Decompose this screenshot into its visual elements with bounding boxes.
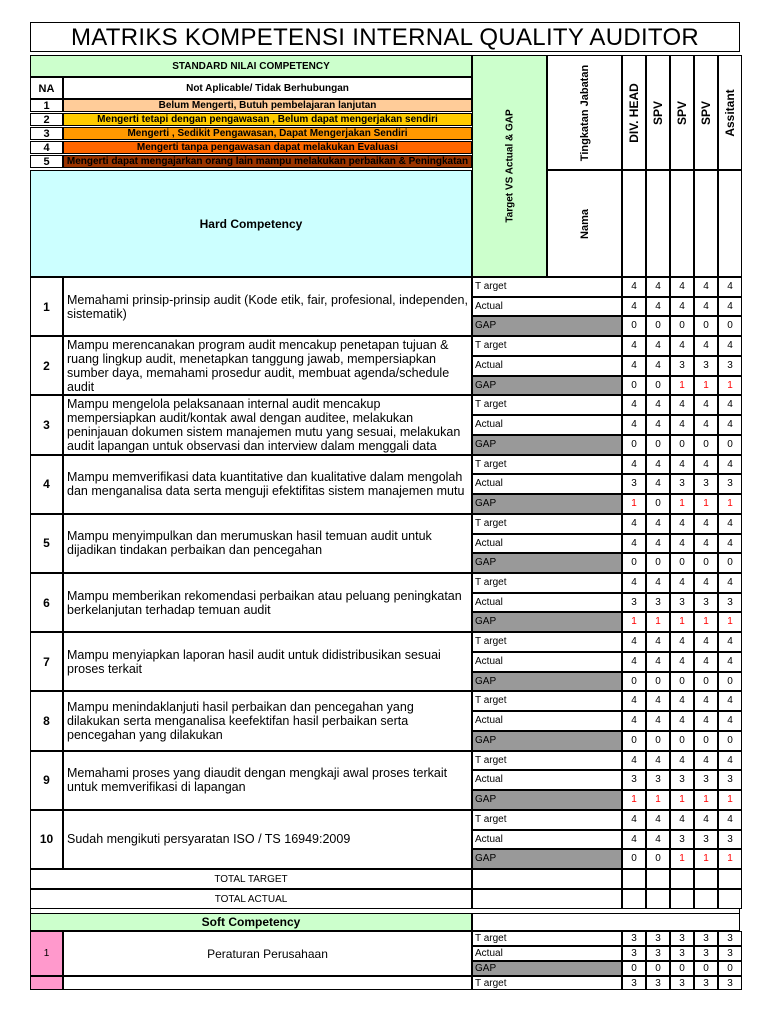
soft-value-target: 3 xyxy=(622,931,646,946)
value-gap: 1 xyxy=(670,849,694,869)
position-header xyxy=(646,55,670,170)
value-target: 4 xyxy=(694,751,718,771)
position-label: Assitant xyxy=(723,88,737,137)
value-actual: 4 xyxy=(670,297,694,317)
row-label-gap: GAP xyxy=(472,553,622,573)
value-actual: 4 xyxy=(646,415,670,435)
level-description: Mengerti tanpa pengawasan dapat melakukan Evaluasi xyxy=(63,141,472,154)
hard-item-text: Memahami proses yang diaudit dengan mengkaji awal proses terkait untuk memverifikasi di lapangan xyxy=(67,766,448,795)
hard-item-description xyxy=(63,395,472,454)
soft-value-target: 3 xyxy=(646,976,670,990)
value-gap: 0 xyxy=(646,494,670,514)
value-actual: 4 xyxy=(646,474,670,494)
value-target: 4 xyxy=(622,395,646,415)
value-target: 4 xyxy=(718,810,742,830)
value-gap: 1 xyxy=(718,790,742,810)
value-actual: 3 xyxy=(694,593,718,613)
value-gap: 0 xyxy=(718,316,742,336)
soft-item-number: 1 xyxy=(30,931,63,976)
row-label-actual: Actual xyxy=(472,770,622,790)
value-gap: 1 xyxy=(646,612,670,632)
page-title: MATRIKS KOMPETENSI INTERNAL QUALITY AUDITOR xyxy=(30,22,740,52)
hard-item-description xyxy=(63,514,472,573)
value-actual: 3 xyxy=(718,356,742,376)
position-label: SPV xyxy=(675,100,689,125)
value-gap: 0 xyxy=(694,672,718,692)
hard-item-description xyxy=(63,573,472,632)
hard-item-text: Mampu memberikan rekomendasi perbaikan atau peluang peningkatan berkelanjutan terhadap temuan audit xyxy=(67,588,462,617)
total-actual-value xyxy=(718,889,742,909)
value-actual: 3 xyxy=(622,474,646,494)
soft-value-gap: 0 xyxy=(694,961,718,976)
value-target: 4 xyxy=(670,336,694,356)
tingkatan-jabatan-label: Tingkatan Jabatan xyxy=(578,64,591,161)
value-target: 4 xyxy=(694,573,718,593)
value-gap: 0 xyxy=(670,553,694,573)
soft-value-target: 3 xyxy=(718,976,742,990)
value-gap: 0 xyxy=(646,672,670,692)
soft-value-target: 3 xyxy=(670,976,694,990)
soft-value-actual: 3 xyxy=(670,946,694,961)
value-target: 4 xyxy=(622,455,646,475)
row-label-target: T arget xyxy=(472,455,622,475)
hard-item-number: 10 xyxy=(30,810,63,869)
total-actual-value xyxy=(622,889,646,909)
value-target: 4 xyxy=(670,691,694,711)
hard-item-description xyxy=(63,691,472,750)
soft-item-description: Peraturan Perusahaan xyxy=(63,931,472,976)
value-actual: 4 xyxy=(670,415,694,435)
value-target: 4 xyxy=(694,277,718,297)
target-vs-actual-header xyxy=(472,55,547,277)
value-target: 4 xyxy=(670,455,694,475)
value-target: 4 xyxy=(670,395,694,415)
value-actual: 4 xyxy=(622,297,646,317)
value-actual: 3 xyxy=(670,356,694,376)
value-target: 4 xyxy=(718,691,742,711)
row-label-gap: GAP xyxy=(472,316,622,336)
value-actual: 3 xyxy=(718,474,742,494)
value-actual: 4 xyxy=(694,711,718,731)
row-label-gap: GAP xyxy=(472,731,622,751)
value-gap: 1 xyxy=(670,790,694,810)
value-gap: 1 xyxy=(694,494,718,514)
value-gap: 0 xyxy=(646,849,670,869)
level-number: 3 xyxy=(30,127,63,140)
total-target-value xyxy=(646,869,670,889)
value-gap: 0 xyxy=(622,672,646,692)
value-gap: 1 xyxy=(622,790,646,810)
row-label-actual: Actual xyxy=(472,830,622,850)
value-actual: 3 xyxy=(694,830,718,850)
soft-value-target: 3 xyxy=(718,931,742,946)
soft-row-label-target: T arget xyxy=(472,976,622,990)
value-target: 4 xyxy=(670,514,694,534)
hard-item-text: Mampu mengelola pelaksanaan internal audit mencakup mempersiapkan audit/kontak awal dengan auditee, melakukan peninjauan dokumen sistem manajemen mutu yang sesuai, melakukan audit lapangan untuk observasi dan interview dalam menggali data xyxy=(67,396,461,453)
value-target: 4 xyxy=(694,632,718,652)
value-target: 4 xyxy=(718,514,742,534)
value-target: 4 xyxy=(694,810,718,830)
na-text: Not Aplicable/ Tidak Berhubungan xyxy=(63,77,472,99)
name-cell xyxy=(670,170,694,277)
nama-header xyxy=(547,170,622,277)
total-actual: TOTAL ACTUAL xyxy=(30,889,472,909)
soft-item-description-partial xyxy=(63,976,472,990)
soft-competency-header: Soft Competency xyxy=(30,913,472,931)
value-gap: 0 xyxy=(646,731,670,751)
level-number: 2 xyxy=(30,113,63,126)
soft-value-actual: 3 xyxy=(694,946,718,961)
row-label-actual: Actual xyxy=(472,534,622,554)
total-target-value xyxy=(718,869,742,889)
soft-row-label-target: T arget xyxy=(472,931,622,946)
total-actual-value xyxy=(646,889,670,909)
row-label-target: T arget xyxy=(472,691,622,711)
value-gap: 1 xyxy=(694,790,718,810)
position-header xyxy=(622,55,646,170)
value-gap: 0 xyxy=(622,316,646,336)
name-cell xyxy=(694,170,718,277)
soft-value-target: 3 xyxy=(646,931,670,946)
level-description: Mengerti , Sedikit Pengawasan, Dapat Mengerjakan Sendiri xyxy=(63,127,472,140)
value-gap: 1 xyxy=(718,376,742,396)
value-actual: 4 xyxy=(694,415,718,435)
total-actual-label-cell xyxy=(472,889,622,909)
value-gap: 1 xyxy=(718,494,742,514)
row-label-gap: GAP xyxy=(472,612,622,632)
level-description: Belum Mengerti, Butuh pembelajaran lanjutan xyxy=(63,99,472,112)
value-target: 4 xyxy=(646,514,670,534)
hard-item-text: Memahami prinsip-prinsip audit (Kode etik, fair, profesional, independen, sistematik) xyxy=(67,292,468,321)
soft-value-target: 3 xyxy=(670,931,694,946)
value-target: 4 xyxy=(646,573,670,593)
hard-item-description xyxy=(63,751,472,810)
row-label-target: T arget xyxy=(472,751,622,771)
hard-item-number: 2 xyxy=(30,336,63,395)
value-target: 4 xyxy=(646,277,670,297)
value-actual: 3 xyxy=(622,770,646,790)
value-actual: 4 xyxy=(694,297,718,317)
row-label-target: T arget xyxy=(472,514,622,534)
value-gap: 0 xyxy=(622,849,646,869)
value-actual: 3 xyxy=(694,474,718,494)
value-gap: 1 xyxy=(694,376,718,396)
value-target: 4 xyxy=(646,751,670,771)
value-actual: 3 xyxy=(670,770,694,790)
value-target: 4 xyxy=(646,691,670,711)
hard-item-text: Mampu menyimpulkan dan merumuskan hasil temuan audit untuk dijadikan tindakan perbaikan dan pencegahan xyxy=(67,529,432,558)
value-gap: 0 xyxy=(694,316,718,336)
position-label: SPV xyxy=(699,100,713,125)
value-target: 4 xyxy=(718,336,742,356)
level-description: Mengerti dapat mengajarkan orang lain mampu melakukan perbaikan & Peningkatan xyxy=(63,155,472,168)
value-actual: 3 xyxy=(718,593,742,613)
value-gap: 0 xyxy=(718,553,742,573)
value-target: 4 xyxy=(622,514,646,534)
hard-item-text: Mampu menyiapkan laporan hasil audit untuk didistribusikan sesuai proses terkait xyxy=(67,647,441,676)
row-label-gap: GAP xyxy=(472,672,622,692)
total-actual-value xyxy=(670,889,694,909)
soft-value-gap: 0 xyxy=(670,961,694,976)
hard-item-number: 9 xyxy=(30,751,63,810)
value-gap: 0 xyxy=(670,672,694,692)
value-target: 4 xyxy=(646,632,670,652)
soft-value-gap: 0 xyxy=(646,961,670,976)
value-target: 4 xyxy=(622,691,646,711)
row-label-target: T arget xyxy=(472,336,622,356)
value-target: 4 xyxy=(718,632,742,652)
value-gap: 1 xyxy=(718,849,742,869)
value-target: 4 xyxy=(622,277,646,297)
hard-item-description xyxy=(63,336,472,395)
value-target: 4 xyxy=(718,277,742,297)
value-gap: 1 xyxy=(670,494,694,514)
value-gap: 0 xyxy=(646,376,670,396)
value-target: 4 xyxy=(622,810,646,830)
level-description: Mengerti tetapi dengan pengawasan , Belum dapat mengerjakan sendiri xyxy=(63,113,472,126)
value-target: 4 xyxy=(718,395,742,415)
position-label: SPV xyxy=(651,100,665,125)
value-actual: 3 xyxy=(670,830,694,850)
value-gap: 0 xyxy=(670,731,694,751)
value-actual: 4 xyxy=(718,534,742,554)
soft-header-right xyxy=(472,913,740,931)
row-label-target: T arget xyxy=(472,277,622,297)
value-target: 4 xyxy=(694,691,718,711)
row-label-actual: Actual xyxy=(472,593,622,613)
position-header xyxy=(694,55,718,170)
value-gap: 0 xyxy=(694,553,718,573)
row-label-target: T arget xyxy=(472,810,622,830)
name-cell xyxy=(718,170,742,277)
na-label: NA xyxy=(30,77,63,99)
value-actual: 4 xyxy=(718,415,742,435)
hard-item-description xyxy=(63,277,472,336)
value-gap: 1 xyxy=(694,849,718,869)
value-target: 4 xyxy=(646,455,670,475)
hard-item-text: Sudah mengikuti persyaratan ISO / TS 16949:2009 xyxy=(67,832,351,847)
value-target: 4 xyxy=(694,514,718,534)
value-gap: 1 xyxy=(670,612,694,632)
row-label-gap: GAP xyxy=(472,494,622,514)
value-gap: 0 xyxy=(622,553,646,573)
value-gap: 1 xyxy=(646,790,670,810)
value-target: 4 xyxy=(670,277,694,297)
value-gap: 1 xyxy=(694,612,718,632)
row-label-gap: GAP xyxy=(472,435,622,455)
position-label: DIV. HEAD xyxy=(627,82,641,143)
value-target: 4 xyxy=(694,336,718,356)
value-target: 4 xyxy=(694,395,718,415)
row-label-actual: Actual xyxy=(472,474,622,494)
hard-item-number: 7 xyxy=(30,632,63,691)
value-target: 4 xyxy=(646,810,670,830)
value-target: 4 xyxy=(622,336,646,356)
soft-value-target: 3 xyxy=(694,976,718,990)
value-actual: 4 xyxy=(718,297,742,317)
total-actual-value xyxy=(694,889,718,909)
value-actual: 4 xyxy=(718,711,742,731)
value-actual: 4 xyxy=(622,830,646,850)
row-label-target: T arget xyxy=(472,395,622,415)
value-target: 4 xyxy=(622,632,646,652)
hard-item-number: 1 xyxy=(30,277,63,336)
value-gap: 1 xyxy=(718,612,742,632)
value-gap: 0 xyxy=(646,553,670,573)
hard-item-number: 8 xyxy=(30,691,63,750)
soft-value-actual: 3 xyxy=(718,946,742,961)
value-actual: 4 xyxy=(622,415,646,435)
row-label-actual: Actual xyxy=(472,297,622,317)
value-actual: 4 xyxy=(646,297,670,317)
total-target-label-cell xyxy=(472,869,622,889)
value-gap: 1 xyxy=(670,376,694,396)
row-label-actual: Actual xyxy=(472,356,622,376)
value-actual: 4 xyxy=(718,652,742,672)
level-number: 4 xyxy=(30,141,63,154)
standard-header: STANDARD NILAI COMPETENCY xyxy=(30,55,472,77)
level-number: 1 xyxy=(30,99,63,112)
soft-value-gap: 0 xyxy=(622,961,646,976)
hard-item-description xyxy=(63,455,472,514)
value-target: 4 xyxy=(670,632,694,652)
value-actual: 4 xyxy=(622,356,646,376)
hard-item-text: Mampu merencanakan program audit mencakup penetapan tujuan & ruang lingkup audit, menetapkan tanggung jawab, mempersiapkan sumber daya, memahami prosedur audit, membuat agenda/schedule audit xyxy=(67,337,450,394)
value-actual: 4 xyxy=(622,652,646,672)
value-target: 4 xyxy=(670,751,694,771)
row-label-gap: GAP xyxy=(472,849,622,869)
tingkatan-jabatan-header xyxy=(547,55,622,170)
value-actual: 4 xyxy=(670,652,694,672)
row-label-gap: GAP xyxy=(472,790,622,810)
value-actual: 3 xyxy=(646,593,670,613)
value-actual: 3 xyxy=(718,770,742,790)
value-target: 4 xyxy=(718,455,742,475)
value-target: 4 xyxy=(646,336,670,356)
value-gap: 1 xyxy=(622,494,646,514)
level-number: 5 xyxy=(30,155,63,168)
value-actual: 3 xyxy=(670,593,694,613)
value-actual: 4 xyxy=(694,652,718,672)
soft-value-actual: 3 xyxy=(646,946,670,961)
value-target: 4 xyxy=(622,751,646,771)
value-gap: 0 xyxy=(718,731,742,751)
value-target: 4 xyxy=(694,455,718,475)
soft-item-number-partial xyxy=(30,976,63,990)
value-target: 4 xyxy=(622,573,646,593)
value-actual: 4 xyxy=(694,534,718,554)
hard-item-text: Mampu menindaklanjuti hasil perbaikan dan pencegahan yang dilakukan serta menganalisa keefektifan hasil perbaikan serta pencegahan yang dilakukan xyxy=(67,699,414,742)
name-cell xyxy=(622,170,646,277)
value-target: 4 xyxy=(646,395,670,415)
value-actual: 4 xyxy=(646,356,670,376)
value-gap: 0 xyxy=(694,435,718,455)
value-actual: 3 xyxy=(694,770,718,790)
hard-item-description xyxy=(63,810,472,869)
hard-item-number: 4 xyxy=(30,455,63,514)
hard-item-description xyxy=(63,632,472,691)
value-actual: 3 xyxy=(646,770,670,790)
value-actual: 3 xyxy=(622,593,646,613)
value-gap: 0 xyxy=(622,376,646,396)
value-actual: 3 xyxy=(670,474,694,494)
nama-label: Nama xyxy=(578,208,591,239)
value-actual: 4 xyxy=(622,534,646,554)
value-actual: 4 xyxy=(646,711,670,731)
value-gap: 0 xyxy=(622,435,646,455)
soft-value-actual: 3 xyxy=(622,946,646,961)
total-target-value xyxy=(622,869,646,889)
value-gap: 0 xyxy=(670,316,694,336)
value-target: 4 xyxy=(718,573,742,593)
soft-row-label-actual: Actual xyxy=(472,946,622,961)
row-label-target: T arget xyxy=(472,632,622,652)
soft-row-label-gap: GAP xyxy=(472,961,622,976)
value-gap: 0 xyxy=(694,731,718,751)
value-gap: 0 xyxy=(622,731,646,751)
value-actual: 4 xyxy=(670,711,694,731)
value-target: 4 xyxy=(670,810,694,830)
value-actual: 4 xyxy=(622,711,646,731)
value-actual: 4 xyxy=(646,652,670,672)
row-label-target: T arget xyxy=(472,573,622,593)
value-actual: 4 xyxy=(646,830,670,850)
row-label-actual: Actual xyxy=(472,711,622,731)
position-header xyxy=(670,55,694,170)
name-cell xyxy=(646,170,670,277)
value-gap: 0 xyxy=(718,672,742,692)
position-header xyxy=(718,55,742,170)
hard-item-number: 3 xyxy=(30,395,63,454)
hard-competency-header: Hard Competency xyxy=(30,170,472,277)
target-vs-actual-label: Target VS Actual & GAP xyxy=(504,109,515,223)
value-actual: 3 xyxy=(694,356,718,376)
total-target-value xyxy=(694,869,718,889)
value-target: 4 xyxy=(670,573,694,593)
value-gap: 0 xyxy=(646,435,670,455)
soft-value-target: 3 xyxy=(622,976,646,990)
value-gap: 0 xyxy=(718,435,742,455)
value-gap: 1 xyxy=(622,612,646,632)
row-label-actual: Actual xyxy=(472,652,622,672)
value-gap: 0 xyxy=(646,316,670,336)
soft-value-gap: 0 xyxy=(718,961,742,976)
row-label-actual: Actual xyxy=(472,415,622,435)
total-target-value xyxy=(670,869,694,889)
hard-item-text: Mampu memverifikasi data kuantitative dan kualitative dalam mengolah dan menganalisa data serta menguji efektifitas sistem manajemen mutu xyxy=(67,470,465,499)
value-actual: 3 xyxy=(718,830,742,850)
hard-item-number: 5 xyxy=(30,514,63,573)
value-gap: 0 xyxy=(670,435,694,455)
value-actual: 4 xyxy=(646,534,670,554)
soft-value-target: 3 xyxy=(694,931,718,946)
total-target: TOTAL TARGET xyxy=(30,869,472,889)
hard-item-number: 6 xyxy=(30,573,63,632)
row-label-gap: GAP xyxy=(472,376,622,396)
value-target: 4 xyxy=(718,751,742,771)
value-actual: 4 xyxy=(670,534,694,554)
